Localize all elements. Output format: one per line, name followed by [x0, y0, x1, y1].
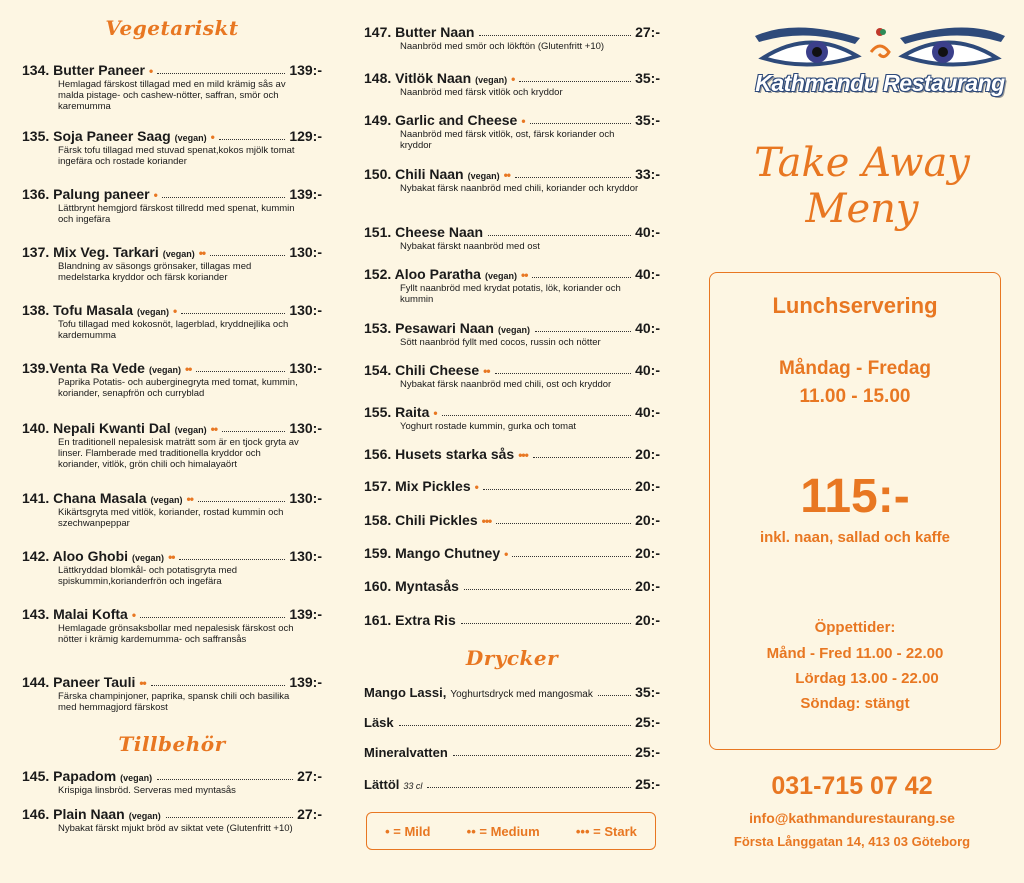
item-description: Lättbrynt hemgjord färskost tillredd med spenat, kummin och ingefära	[58, 203, 295, 225]
item-price: 20:-	[635, 512, 660, 528]
item-header	[364, 362, 660, 378]
dot-leader	[461, 623, 631, 624]
spice-level-icon: •••	[481, 514, 492, 528]
item-name: 139.Venta Ra Vede	[22, 360, 145, 376]
dot-leader	[488, 235, 631, 236]
item-header	[22, 360, 322, 376]
item-price: 40:-	[635, 362, 660, 378]
dot-leader	[479, 35, 631, 36]
item-header	[22, 674, 322, 690]
menu-item	[22, 62, 322, 112]
item-header	[364, 512, 660, 528]
dot-leader	[219, 139, 285, 140]
item-name: 158. Chili Pickles	[364, 512, 478, 528]
spice-level-icon: ••	[210, 422, 218, 436]
item-name: 155. Raita	[364, 404, 430, 420]
menu-item	[364, 545, 660, 561]
item-description: Lättkryddad blomkål- och potatisgryta med spiskummin,korianderfrön och ingefära	[58, 565, 238, 587]
legend-stark: ••• = Stark	[575, 823, 637, 839]
menu-item	[22, 420, 322, 470]
dot-leader	[519, 81, 631, 82]
item-header	[364, 404, 660, 420]
vegan-tag: (vegan)	[467, 171, 500, 181]
spice-level-icon: ••	[521, 268, 528, 282]
menu-item	[364, 446, 660, 462]
item-header	[364, 612, 660, 628]
item-header	[364, 112, 660, 128]
dot-leader	[157, 73, 285, 74]
vegan-tag: (vegan)	[150, 495, 183, 505]
item-name: 137. Mix Veg. Tarkari	[22, 244, 159, 260]
dot-leader	[157, 779, 293, 780]
item-price: 139:-	[289, 606, 322, 622]
spice-level-icon: ••	[186, 492, 193, 506]
takeaway-line2: Meny	[805, 186, 919, 232]
menu-item	[364, 362, 660, 390]
dot-leader	[399, 725, 631, 726]
section-title-tillbehor: Tillbehör	[118, 732, 226, 756]
menu-item	[22, 674, 322, 713]
menu-item	[22, 490, 322, 529]
dot-leader	[166, 817, 293, 818]
item-name: 150. Chili Naan	[364, 166, 464, 182]
vegan-tag: (vegan)	[162, 249, 195, 259]
menu-item	[364, 112, 660, 151]
item-price: 130:-	[289, 244, 322, 260]
spice-level-icon: ••	[184, 362, 192, 376]
drink-description: 33 cl	[403, 781, 423, 791]
item-price: 40:-	[635, 266, 660, 282]
info-column	[700, 0, 1024, 883]
vegan-tag: (vegan)	[174, 425, 207, 435]
item-price: 139:-	[289, 674, 322, 690]
item-header	[22, 490, 322, 506]
item-header	[364, 70, 660, 86]
menu-item	[364, 24, 660, 52]
item-header	[364, 166, 660, 182]
email-address[interactable]: info@kathmandurestaurang.se	[749, 810, 955, 826]
item-price: 129:-	[289, 128, 322, 144]
item-description: Nybakat färskt mjukt bröd av siktat vete (Glutenfritt +10)	[58, 823, 293, 834]
lunch-days: Måndag - Fredag	[778, 358, 931, 379]
spice-level-icon: •	[153, 188, 157, 202]
item-description: Tofu tillagad med kokosnöt, lagerblad, kryddnejlika och kardemumma	[58, 319, 289, 341]
item-name: 149. Garlic and Cheese	[364, 112, 518, 128]
drink-price: 35:-	[635, 684, 660, 700]
vegan-tag: (vegan)	[148, 365, 181, 375]
item-name: 140. Nepali Kwanti Dal	[22, 420, 171, 436]
item-price: 33:-	[635, 166, 660, 182]
item-price: 130:-	[289, 302, 322, 318]
item-description: Paprika Potatis- och auberginegryta med tomat, kummin, koriander, senapfrön och curryblad	[58, 377, 298, 399]
item-description: Färsk tofu tillagad med stuvad spenat,kokos mjölk tomat ingefära och rostade koriander	[58, 145, 295, 167]
dot-leader	[530, 123, 632, 124]
spice-level-icon: •	[148, 64, 153, 78]
dot-leader	[222, 431, 285, 432]
item-name: 151. Cheese Naan	[364, 224, 484, 240]
legend-mild: • = Mild	[385, 823, 431, 839]
dot-leader	[533, 457, 631, 458]
takeaway-line1: Take Away	[754, 140, 970, 186]
item-name: 138. Tofu Masala	[22, 302, 134, 318]
item-name: 154. Chili Cheese	[364, 362, 480, 378]
item-price: 130:-	[289, 548, 322, 564]
drink-description: Yoghurtsdryck med mangosmak	[450, 689, 593, 700]
item-price: 20:-	[635, 478, 660, 494]
menu-item	[22, 186, 322, 225]
spice-level-icon: •	[504, 547, 508, 561]
menu-item	[22, 128, 322, 167]
drink-name: Läsk	[364, 715, 394, 730]
menu-item	[22, 360, 322, 399]
item-header	[364, 578, 660, 594]
item-price: 27:-	[297, 806, 322, 822]
item-header	[364, 24, 660, 40]
item-name: 136. Palung paneer	[22, 186, 150, 202]
item-name: 153. Pesawari Naan	[364, 320, 494, 336]
item-description: Yoghurt rostade kummin, gurka och tomat	[400, 421, 577, 432]
spice-level-icon: •	[511, 72, 515, 86]
item-name: 157. Mix Pickles	[364, 478, 471, 494]
item-header	[364, 684, 660, 700]
item-name: 142. Aloo Ghobi	[22, 548, 129, 564]
dot-leader	[162, 197, 286, 198]
item-name: 148. Vitlök Naan	[364, 70, 472, 86]
dot-leader	[196, 371, 285, 372]
dot-leader	[515, 177, 631, 178]
item-description: Nybakat färskt naanbröd med ost	[400, 241, 540, 252]
menu-item	[22, 548, 322, 587]
restaurant-logo	[755, 22, 1005, 106]
item-header	[22, 548, 322, 564]
item-header	[364, 266, 660, 282]
item-header	[364, 446, 660, 462]
drink-item	[364, 714, 660, 730]
item-price: 40:-	[635, 320, 660, 336]
vegan-tag: (vegan)	[120, 773, 153, 783]
drink-price: 25:-	[635, 744, 660, 760]
spice-level-icon: •	[474, 480, 478, 494]
spice-legend	[366, 812, 656, 850]
dot-leader	[512, 556, 631, 557]
menu-item	[364, 612, 660, 628]
vegan-tag: (vegan)	[484, 271, 517, 281]
lunch-includes: inkl. naan, sallad och kaffe	[759, 529, 951, 546]
item-price: 139:-	[289, 62, 322, 78]
item-header	[22, 806, 322, 822]
section-title-drycker: Drycker	[465, 646, 559, 670]
item-description: Färska champinjoner, paprika, spansk chili och basilika med hemmagjord färskost	[58, 691, 290, 713]
drink-item	[364, 744, 660, 760]
item-description: Nybakat färsk naanbröd med chili, koriander och kryddor	[400, 183, 639, 194]
vegan-tag: (vegan)	[128, 811, 161, 821]
dot-leader	[496, 523, 631, 524]
drink-name: Mineralvatten	[364, 745, 448, 760]
item-header	[22, 62, 322, 78]
spice-level-icon: ••	[198, 246, 206, 260]
spice-level-icon: •	[433, 406, 437, 420]
drink-price: 25:-	[635, 714, 660, 730]
item-price: 35:-	[635, 70, 660, 86]
lunch-hours: 11.00 - 15.00	[799, 386, 911, 407]
item-name: 152. Aloo Paratha	[364, 266, 481, 282]
menu-item	[364, 224, 660, 252]
item-name: 147. Butter Naan	[364, 24, 475, 40]
item-description: Naanbröd med färsk vitlök och kryddor	[400, 87, 563, 98]
item-price: 139:-	[289, 186, 322, 202]
item-header	[22, 128, 322, 144]
drink-item	[364, 684, 660, 700]
menu-item	[22, 244, 322, 283]
spice-level-icon: ••	[483, 364, 490, 378]
item-description: Hemlagade grönsaksbollar med nepalesisk färskost och nötter i krämig kardemumma- och saffransås	[58, 623, 294, 645]
item-price: 20:-	[635, 545, 660, 561]
dot-leader	[181, 313, 285, 314]
drink-item	[364, 776, 660, 792]
item-price: 40:-	[635, 404, 660, 420]
item-header	[22, 606, 322, 622]
item-header	[364, 478, 660, 494]
dot-leader	[210, 255, 285, 256]
item-name: 160. Myntasås	[364, 578, 459, 594]
item-price: 130:-	[289, 360, 322, 376]
drink-price: 25:-	[635, 776, 660, 792]
vegan-tag: (vegan)	[137, 307, 170, 317]
menu-item	[22, 302, 322, 341]
item-description: Kikärtsgryta med vitlök, koriander, rostad kummin och szechwanpeppar	[58, 507, 284, 529]
item-price: 35:-	[635, 112, 660, 128]
item-price: 20:-	[635, 612, 660, 628]
vegan-tag: (vegan)	[497, 325, 530, 335]
item-description: Fyllt naanbröd med krydat potatis, lök, koriander och kummin	[400, 283, 621, 305]
dot-leader	[464, 589, 631, 590]
section-title-vegetariskt: Vegetariskt	[105, 16, 239, 40]
legend-medium: •• = Medium	[466, 823, 540, 839]
drink-name: Mango Lassi,	[364, 685, 447, 700]
dot-leader	[495, 373, 632, 374]
menu-item	[364, 266, 660, 305]
street-address: Första Långgatan 14, 413 03 Göteborg	[733, 834, 971, 849]
item-price: 20:-	[635, 446, 660, 462]
spice-level-icon: ••	[168, 550, 175, 564]
vegan-tag: (vegan)	[475, 75, 508, 85]
item-description: En traditionell nepalesisk maträtt som är en tjock gryta av linser. Flamberade med traditionella kryddor och koriander, vitlök, grön chili och himalayaört	[58, 437, 299, 470]
opening-weekdays: Månd - Fred 11.00 - 22.00	[766, 645, 944, 662]
item-price: 40:-	[635, 224, 660, 240]
item-name: 134. Butter Paneer	[22, 62, 145, 78]
dot-leader	[453, 755, 631, 756]
menu-item	[364, 404, 660, 432]
item-header	[364, 545, 660, 561]
item-header	[364, 776, 660, 792]
lunch-title: Lunchservering	[772, 293, 938, 318]
item-header	[22, 244, 322, 260]
menu-item	[22, 806, 322, 834]
menu-item	[22, 768, 322, 796]
takeaway-title	[700, 140, 1024, 232]
item-description: Krispiga linsbröd. Serveras med myntasås	[58, 785, 236, 796]
item-name: 156. Husets starka sås	[364, 446, 515, 462]
item-price: 20:-	[635, 578, 660, 594]
spice-level-icon: •	[521, 114, 525, 128]
item-header	[364, 224, 660, 240]
menu-item	[364, 166, 660, 194]
item-description: Hemlagad färskost tillagad med en mild krämig sås av malda pistage- och cashew-nötter, saffran, smör och karemumma	[58, 79, 286, 112]
dot-leader	[598, 695, 631, 696]
vegan-tag: (vegan)	[174, 133, 207, 143]
item-description: Naanbröd med färsk vitlök, ost, färsk koriander och kryddor	[400, 129, 615, 151]
menu-item	[364, 578, 660, 594]
item-header	[364, 320, 660, 336]
spice-level-icon: •	[173, 304, 177, 318]
item-header	[22, 186, 322, 202]
dot-leader	[198, 501, 285, 502]
brand-name: Kathmandu Restaurang	[755, 70, 1005, 96]
dot-leader	[535, 331, 631, 332]
spice-level-icon: ••	[139, 676, 146, 690]
item-description: Naanbröd med smör och lökftön (Glutenfritt +10)	[400, 41, 605, 52]
spice-level-icon: •••	[518, 448, 528, 462]
dot-leader	[427, 787, 631, 788]
item-name: 159. Mango Chutney	[364, 545, 501, 561]
item-price: 27:-	[635, 24, 660, 40]
spice-level-icon: •	[210, 130, 214, 144]
item-price: 130:-	[289, 490, 322, 506]
item-header	[22, 420, 322, 436]
spice-level-icon: ••	[503, 168, 511, 182]
lunch-box	[709, 272, 1001, 750]
item-name: 135. Soja Paneer Saag	[22, 128, 171, 144]
item-name: 161. Extra Ris	[364, 612, 456, 628]
menu-item	[364, 512, 660, 528]
dot-leader	[151, 685, 286, 686]
item-name: 146. Plain Naan	[22, 806, 125, 822]
dot-leader	[442, 415, 632, 416]
item-name: 145. Papadom	[22, 768, 117, 784]
item-description: Nybakat färsk naanbröd med chili, ost och kryddor	[400, 379, 612, 390]
item-header	[22, 302, 322, 318]
item-header	[22, 768, 322, 784]
item-header	[364, 744, 660, 760]
menu-item	[364, 70, 660, 98]
dot-leader	[483, 489, 631, 490]
item-description: Blandning av säsongs grönsaker, tillagas med medelstarka kryddor och färsk koriander	[58, 261, 252, 283]
opening-title: Öppettider:	[814, 619, 896, 636]
drink-name: Lättöl	[364, 777, 400, 792]
item-name: 141. Chana Masala	[22, 490, 147, 506]
menu-item	[22, 606, 322, 645]
menu-item	[364, 478, 660, 494]
dot-leader	[532, 277, 631, 278]
item-name: 144. Paneer Tauli	[22, 674, 136, 690]
lunch-price: 115:-	[800, 470, 910, 523]
menu-item	[364, 320, 660, 348]
opening-sunday: Söndag: stängt	[800, 695, 910, 712]
item-name: 143. Malai Kofta	[22, 606, 128, 622]
opening-saturday: Lördag 13.00 - 22.00	[795, 670, 939, 687]
vegan-tag: (vegan)	[132, 553, 165, 563]
item-description: Sött naanbröd fyllt med cocos, russin och nötter	[400, 337, 601, 348]
item-price: 27:-	[297, 768, 322, 784]
item-header	[364, 714, 660, 730]
phone-number[interactable]: 031-715 07 42	[771, 772, 933, 800]
dot-leader	[140, 617, 285, 618]
item-price: 130:-	[289, 420, 322, 436]
dot-leader	[179, 559, 285, 560]
spice-level-icon: •	[131, 608, 136, 622]
